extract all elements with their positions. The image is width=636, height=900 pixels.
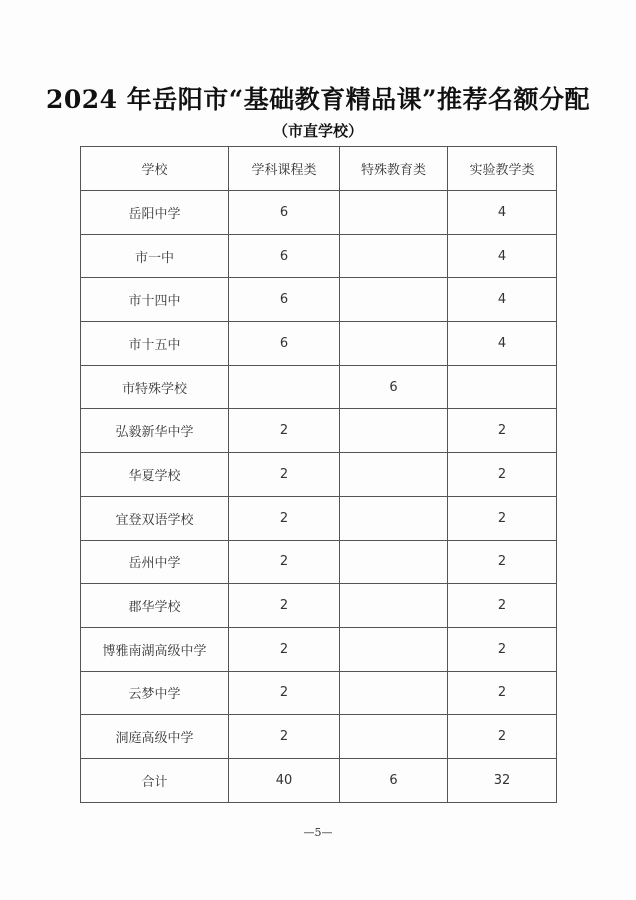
subject-course-cell: 2 (229, 540, 340, 584)
experiment-teaching-cell: 2 (448, 584, 557, 628)
table-row (81, 715, 557, 759)
experiment-teaching-cell: 2 (448, 627, 557, 671)
table-row (81, 453, 557, 497)
total-subject-course-cell: 40 (229, 758, 340, 802)
school-cell: 博雅南湖高级中学 (81, 627, 229, 671)
special-education-cell (340, 234, 448, 278)
table-row (81, 540, 557, 584)
subject-course-cell: 2 (229, 584, 340, 628)
special-education-cell (340, 627, 448, 671)
experiment-teaching-cell: 2 (448, 671, 557, 715)
header-subject-course: 学科课程类 (229, 147, 340, 191)
subject-course-cell: 2 (229, 409, 340, 453)
experiment-teaching-cell: 2 (448, 715, 557, 759)
table-row (81, 409, 557, 453)
table-body (81, 191, 557, 803)
table-row (81, 234, 557, 278)
school-cell: 市十四中 (81, 278, 229, 322)
special-education-cell (340, 584, 448, 628)
subject-course-cell: 6 (229, 191, 340, 235)
table-row (81, 496, 557, 540)
school-cell: 市一中 (81, 234, 229, 278)
experiment-teaching-cell: 4 (448, 278, 557, 322)
subject-course-cell: 2 (229, 627, 340, 671)
special-education-cell (340, 671, 448, 715)
school-cell: 岳州中学 (81, 540, 229, 584)
special-education-cell (340, 278, 448, 322)
subject-course-cell: 6 (229, 234, 340, 278)
school-cell: 华夏学校 (81, 453, 229, 497)
document-title: 2024 年岳阳市“基础教育精品课”推荐名额分配 (45, 85, 591, 114)
experiment-teaching-cell: 2 (448, 540, 557, 584)
header-school: 学校 (81, 147, 229, 191)
subject-course-cell: 2 (229, 496, 340, 540)
table-row (81, 365, 557, 409)
document-subtitle: （市直学校） (272, 122, 363, 140)
subject-course-cell: 6 (229, 322, 340, 366)
school-cell: 宜登双语学校 (81, 496, 229, 540)
school-cell: 郡华学校 (81, 584, 229, 628)
special-education-cell (340, 191, 448, 235)
special-education-cell (340, 409, 448, 453)
special-education-cell (340, 540, 448, 584)
special-education-cell: 6 (340, 365, 448, 409)
subject-course-cell: 2 (229, 671, 340, 715)
special-education-cell (340, 453, 448, 497)
school-cell: 市特殊学校 (81, 365, 229, 409)
school-cell: 洞庭高级中学 (81, 715, 229, 759)
table-row (81, 278, 557, 322)
header-special-education: 特殊教育类 (340, 147, 448, 191)
experiment-teaching-cell: 4 (448, 322, 557, 366)
school-cell: 云梦中学 (81, 671, 229, 715)
subject-course-cell: 2 (229, 453, 340, 497)
experiment-teaching-cell: 2 (448, 496, 557, 540)
special-education-cell (340, 715, 448, 759)
experiment-teaching-cell: 4 (448, 191, 557, 235)
table-total-row (81, 758, 557, 802)
experiment-teaching-cell (448, 365, 557, 409)
experiment-teaching-cell: 2 (448, 453, 557, 497)
total-label-cell: 合计 (81, 758, 229, 802)
table-header-row (81, 147, 557, 191)
experiment-teaching-cell: 2 (448, 409, 557, 453)
subject-course-cell (229, 365, 340, 409)
table-row (81, 627, 557, 671)
special-education-cell (340, 322, 448, 366)
table-row (81, 671, 557, 715)
experiment-teaching-cell: 4 (448, 234, 557, 278)
table-row (81, 322, 557, 366)
quota-table (80, 146, 557, 803)
school-cell: 岳阳中学 (81, 191, 229, 235)
subject-course-cell: 6 (229, 278, 340, 322)
header-experiment-teaching: 实验教学类 (448, 147, 557, 191)
table-row (81, 191, 557, 235)
special-education-cell (340, 496, 448, 540)
total-experiment-teaching-cell: 32 (448, 758, 557, 802)
total-special-education-cell: 6 (340, 758, 448, 802)
school-cell: 弘毅新华中学 (81, 409, 229, 453)
subject-course-cell: 2 (229, 715, 340, 759)
table-row (81, 584, 557, 628)
school-cell: 市十五中 (81, 322, 229, 366)
page-number: —5— (303, 826, 333, 839)
